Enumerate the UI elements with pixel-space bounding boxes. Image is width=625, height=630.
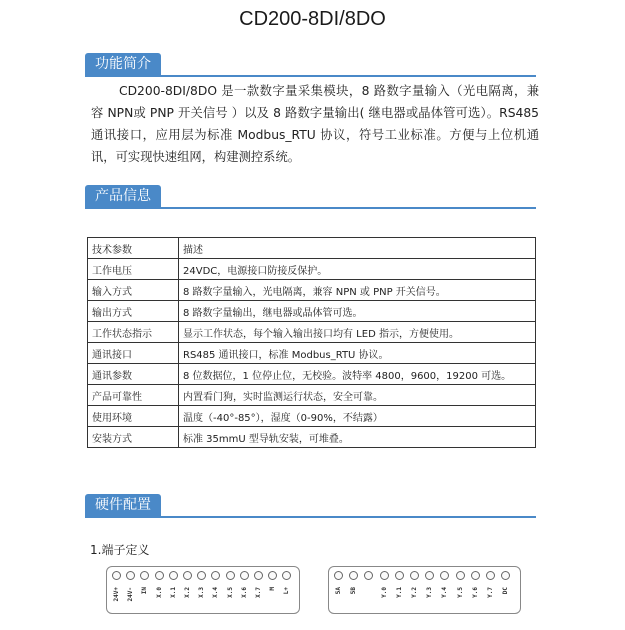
section-header-hardware xyxy=(85,494,536,520)
terminal-pin-label: X.4 xyxy=(212,587,220,598)
terminal-screw-icon xyxy=(364,571,373,580)
terminal-screw-icon xyxy=(395,571,404,580)
terminal-pin-label: Y.5 xyxy=(456,587,464,598)
spec-row xyxy=(88,238,536,259)
terminal-screw-icon xyxy=(349,571,358,580)
spec-key: 通讯参数 xyxy=(88,364,179,385)
terminal-screw-icon xyxy=(112,571,121,580)
terminal-pin-label: Y.1 xyxy=(395,587,403,598)
terminal-screw-icon xyxy=(169,571,178,580)
terminal-block-right xyxy=(328,566,521,614)
terminal-pin-label: Y.4 xyxy=(441,587,449,598)
spec-row xyxy=(88,280,536,301)
terminal-screw-icon xyxy=(471,571,480,580)
terminal-screw-icon xyxy=(226,571,235,580)
terminal-screw-icon xyxy=(140,571,149,580)
terminal-pin-label: IN xyxy=(141,587,149,595)
spec-value: 内置看门狗，实时监测运行状态，安全可靠。 xyxy=(179,385,536,406)
spec-row xyxy=(88,322,536,343)
terminal-pin-label: Y.2 xyxy=(411,587,418,598)
terminal-pin-label: 24V+ xyxy=(113,587,120,602)
spec-table xyxy=(87,237,536,448)
section-header-intro xyxy=(85,53,536,79)
terminal-screw-icon xyxy=(440,571,449,580)
section-tab-intro: 功能简介 xyxy=(85,53,161,75)
spec-row xyxy=(88,301,536,322)
terminal-pin-label: 5B xyxy=(350,587,358,595)
section-tab-hardware: 硬件配置 xyxy=(85,494,161,516)
spec-row xyxy=(88,343,536,364)
spec-key: 输入方式 xyxy=(88,280,179,301)
terminal-screw-icon xyxy=(183,571,192,580)
terminal-screw-icon xyxy=(486,571,495,580)
spec-row xyxy=(88,385,536,406)
terminal-pin-label: 24V- xyxy=(127,587,135,602)
spec-key: 输出方式 xyxy=(88,301,179,322)
spec-key: 使用环境 xyxy=(88,406,179,427)
spec-value: 描述 xyxy=(179,238,536,259)
section-tab-info: 产品信息 xyxy=(85,185,161,207)
terminal-pin-label: X.3 xyxy=(198,587,206,598)
terminal-screw-icon xyxy=(380,571,389,580)
spec-value: 标准 35mmU 型导轨安装，可堆叠。 xyxy=(179,427,536,448)
terminal-pin-label: X.1 xyxy=(169,587,177,598)
terminal-block-left xyxy=(106,566,300,614)
spec-key: 通讯接口 xyxy=(88,343,179,364)
terminal-pin-label: L+ xyxy=(283,587,291,595)
terminal-screw-icon xyxy=(197,571,206,580)
spec-key: 安装方式 xyxy=(88,427,179,448)
spec-value: 8 位数据位，1 位停止位，无校验。波特率 4800，9600，19200 可选。 xyxy=(179,364,536,385)
spec-value: 8 路数字量输出，继电器或晶体管可选。 xyxy=(179,301,536,322)
terminal-screw-icon xyxy=(456,571,465,580)
terminal-screw-icon xyxy=(268,571,277,580)
terminal-pin-label: 5A xyxy=(335,587,342,595)
terminal-pin-label: Y.6 xyxy=(471,587,479,598)
page-title: CD200-8DI/8DO xyxy=(239,8,386,30)
spec-row xyxy=(88,364,536,385)
terminal-pin-label: Y.3 xyxy=(426,587,434,598)
spec-key: 工作状态指示 xyxy=(88,322,179,343)
spec-value: 温度（-40°-85°），湿度（0-90%，不结露） xyxy=(179,406,536,427)
terminal-pin-label: X.2 xyxy=(184,587,191,598)
spec-row xyxy=(88,427,536,448)
spec-value: 显示工作状态，每个输入输出接口均有 LED 指示，方便使用。 xyxy=(179,322,536,343)
terminal-screw-icon xyxy=(282,571,291,580)
spec-row xyxy=(88,259,536,280)
terminal-pin-label: Y.0 xyxy=(380,587,388,598)
section-divider xyxy=(85,207,536,209)
terminal-heading: 1.端子定义 xyxy=(90,543,150,557)
terminal-screw-icon xyxy=(240,571,249,580)
spec-key: 工作电压 xyxy=(88,259,179,280)
terminal-screw-icon xyxy=(410,571,419,580)
terminal-screw-icon xyxy=(254,571,263,580)
intro-paragraph: CD200-8DI/8DO 是一款数字量采集模块，8 路数字量输入（光电隔离，兼容 NPN或 PNP 开关信号 ）以及 8 路数字量输出( 继电器或晶体管可选）。RS485 通讯接口，应用层为标准 Modbus_RTU 协议，符号工业标准。方便与上位机通讯，可实现快速组网，构建测控系统。 xyxy=(91,84,539,164)
section-divider xyxy=(85,75,536,77)
terminal-screw-icon xyxy=(126,571,135,580)
terminal-pin-label: Y.7 xyxy=(487,587,494,598)
spec-value: 24VDC，电源接口防接反保护。 xyxy=(179,259,536,280)
terminal-pin-label: DC xyxy=(502,587,510,595)
terminal-screw-icon xyxy=(334,571,343,580)
terminal-screw-icon xyxy=(501,571,510,580)
terminal-pin-label: X.7 xyxy=(255,587,262,598)
section-header-info xyxy=(85,185,536,211)
terminal-pin-label: X.0 xyxy=(155,587,163,598)
spec-key: 产品可靠性 xyxy=(88,385,179,406)
terminal-pin-label: M xyxy=(269,587,277,591)
terminal-screw-icon xyxy=(425,571,434,580)
spec-key: 技术参数 xyxy=(88,238,179,259)
spec-value: 8 路数字量输入，光电隔离，兼容 NPN 或 PNP 开关信号。 xyxy=(179,280,536,301)
terminal-pin-label: X.5 xyxy=(226,587,234,598)
terminal-screw-icon xyxy=(155,571,164,580)
section-divider xyxy=(85,516,536,518)
spec-row xyxy=(88,406,536,427)
spec-value: RS485 通讯接口，标准 Modbus_RTU 协议。 xyxy=(179,343,536,364)
terminal-pin-label: X.6 xyxy=(240,587,248,598)
terminal-screw-icon xyxy=(211,571,220,580)
